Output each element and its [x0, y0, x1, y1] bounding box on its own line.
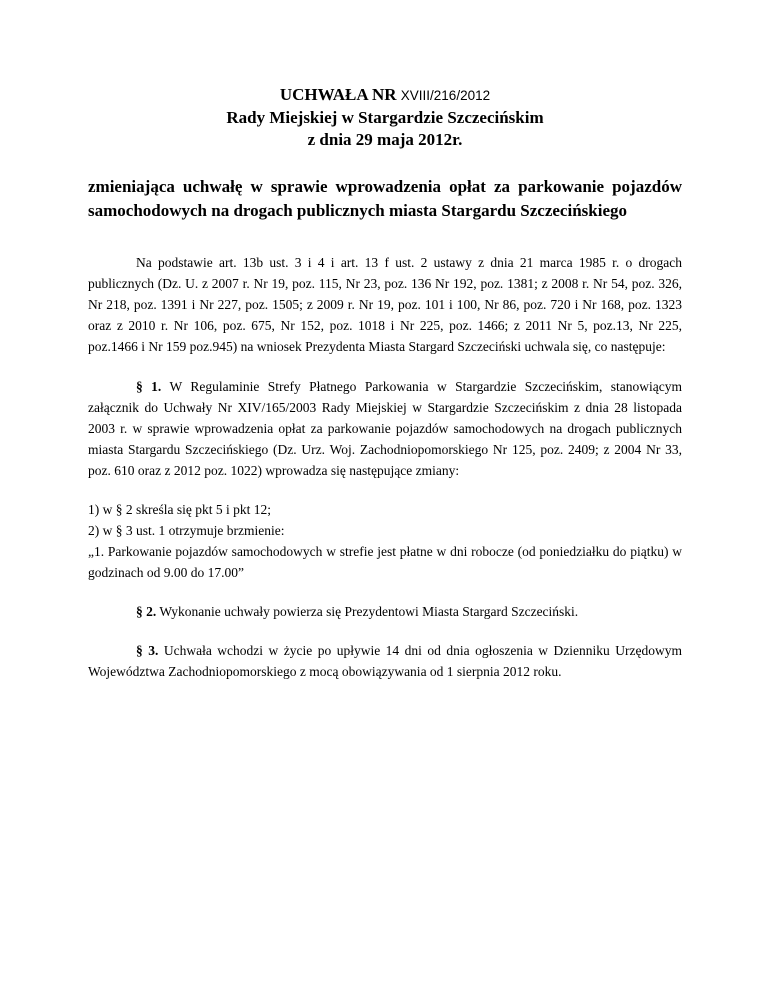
section-1-text: W Regulaminie Strefy Płatnego Parkowania w Stargardzie Szczecińskim, stanowiącym załącznik do Uchwały Nr XIV/165/2003 Rady Miejskiej w Stargardzie Szczecińskim z dnia 28 listopada 2003 r. w sprawie wprowadzenia opłat za parkowanie pojazdów samochodowych na drogach publicznych miasta Stargardu Szczecińskiego (Dz. Urz. Woj. Zachodniopomorskiego Nr 125, poz. 2409; z 2004 Nr 33, poz. 610 oraz z 2012 poz. 1022) wprowadza się następujące zmiany:	[88, 379, 683, 478]
change-item-2: 2) w § 3 ust. 1 otrzymuje brzmienie:	[88, 523, 285, 538]
document-page	[88, 84, 682, 682]
section-2-label: § 2.	[136, 604, 157, 619]
council-name: Rady Miejskiej w Stargardzie Szczecińskim	[226, 108, 544, 127]
legal-basis-paragraph: Na podstawie art. 13b ust. 3 i 4 i art. 13 f ust. 2 ustawy z dnia 21 marca 1985 r. o drogach publicznych (Dz. U. z 2007 r. Nr 19, poz. 115, Nr 23, poz. 136 Nr 192, poz. 1381; z 2008 r. Nr 54, poz. 326, Nr 218, poz. 1391 i Nr 227, poz. 1505; z 2009 r. Nr 19, poz. 101 i 100, Nr 86, poz. 720 i Nr 168, poz. 1323 oraz z 2010 r. Nr 106, poz. 675, Nr 152, poz. 1018 i Nr 225, poz. 1466; z 2011 Nr 5, poz.13, Nr 225, poz.1466 i Nr 159 poz.945) na wniosek Prezydenta Miasta Stargard Szczeciński uchwala się, co następuje:	[88, 255, 682, 354]
change-quote: „1. Parkowanie pojazdów samochodowych w strefie jest płatne w dni robocze (od poniedziałku do piątku) w godzinach od 9.00 do 17.00”	[88, 544, 682, 580]
document-header	[88, 84, 682, 151]
resolution-date: z dnia 29 maja 2012r.	[307, 130, 463, 149]
resolution-title-prefix: UCHWAŁA NR	[279, 85, 397, 104]
section-3-label: § 3.	[136, 643, 159, 658]
section-3-paragraph	[88, 640, 682, 682]
change-item-1: 1) w § 2 skreśla się pkt 5 i pkt 12;	[88, 502, 271, 517]
changes-list	[88, 499, 682, 583]
section-1-label: § 1.	[136, 379, 162, 394]
section-1-paragraph	[88, 376, 682, 481]
resolution-subject: zmieniająca uchwałę w sprawie wprowadzenia opłat za parkowanie pojazdów samochodowych na drogach publicznych miasta Stargardu Szczecińskiego	[88, 177, 682, 220]
section-2-text: Wykonanie uchwały powierza się Prezydentowi Miasta Stargard Szczeciński.	[156, 604, 579, 619]
resolution-number: XVIII/216/2012	[400, 88, 491, 103]
resolution-title	[88, 84, 682, 107]
section-2-paragraph	[88, 601, 682, 622]
section-3-text: Uchwała wchodzi w życie po upływie 14 dni od dnia ogłoszenia w Dzienniku Urzędowym Województwa Zachodniopomorskiego z mocą obowiązywania od 1 sierpnia 2012 roku.	[88, 643, 682, 679]
